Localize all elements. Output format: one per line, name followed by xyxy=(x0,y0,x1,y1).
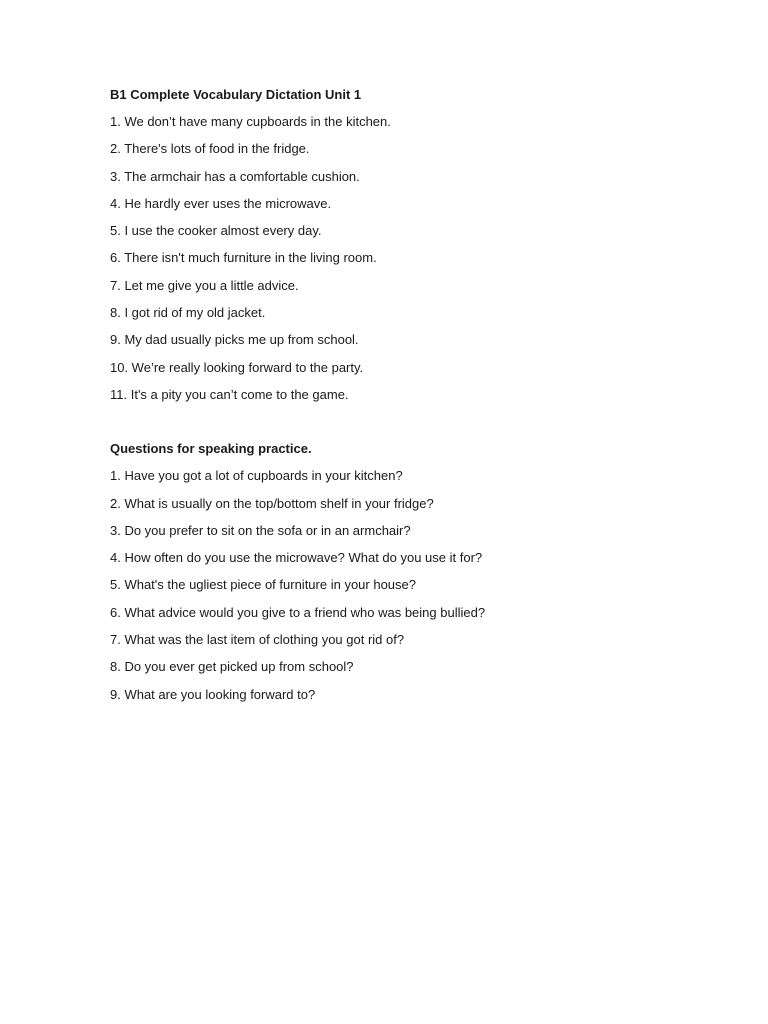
dictation-sentence-3: 3. The armchair has a comfortable cushion. xyxy=(110,168,360,184)
speaking-question-1: 1. Have you got a lot of cupboards in your kitchen? xyxy=(110,468,403,484)
dictation-sentence-6: 6. There isn't much furniture in the living room. xyxy=(110,250,377,266)
dictation-sentence-1: 1. We don’t have many cupboards in the kitchen. xyxy=(110,114,391,129)
speaking-question-8: 8. Do you ever get picked up from school? xyxy=(110,659,354,675)
dictation-sentence-11: 11. It's a pity you can’t come to the game. xyxy=(110,386,349,402)
dictation-sentence-2: 2. There's lots of food in the fridge. xyxy=(110,141,310,157)
dictation-sentence-7: 7. Let me give you a little advice. xyxy=(110,277,299,293)
dictation-sentence-5: 5. I use the cooker almost every day. xyxy=(110,223,322,239)
speaking-question-4: 4. How often do you use the microwave? What do you use it for? xyxy=(110,550,483,566)
dictation-sentence-4: 4. He hardly ever uses the microwave. xyxy=(110,195,332,211)
dictation-sentence-10: 10. We’re really looking forward to the party. xyxy=(110,359,364,375)
speaking-question-2: 2. What is usually on the top/bottom shelf in your fridge? xyxy=(110,495,434,511)
speaking-questions-title: Questions for speaking practice. xyxy=(110,441,312,457)
document-content xyxy=(110,86,670,713)
section-spacer xyxy=(110,413,670,440)
dictation-sentence-8: 8. I got rid of my old jacket. xyxy=(110,305,266,321)
speaking-question-3: 3. Do you prefer to sit on the sofa or in an armchair? xyxy=(110,522,411,538)
speaking-question-7: 7. What was the last item of clothing you got rid of? xyxy=(110,632,405,648)
speaking-question-9: 9. What are you looking forward to? xyxy=(110,686,316,702)
dictation-sentence-9: 9. My dad usually picks me up from school. xyxy=(110,332,359,348)
speaking-question-6: 6. What advice would you give to a friend who was being bullied? xyxy=(110,604,486,620)
dictation-title: B1 Complete Vocabulary Dictation Unit 1 xyxy=(110,87,362,102)
speaking-question-5: 5. What's the ugliest piece of furniture in your house? xyxy=(110,577,416,593)
